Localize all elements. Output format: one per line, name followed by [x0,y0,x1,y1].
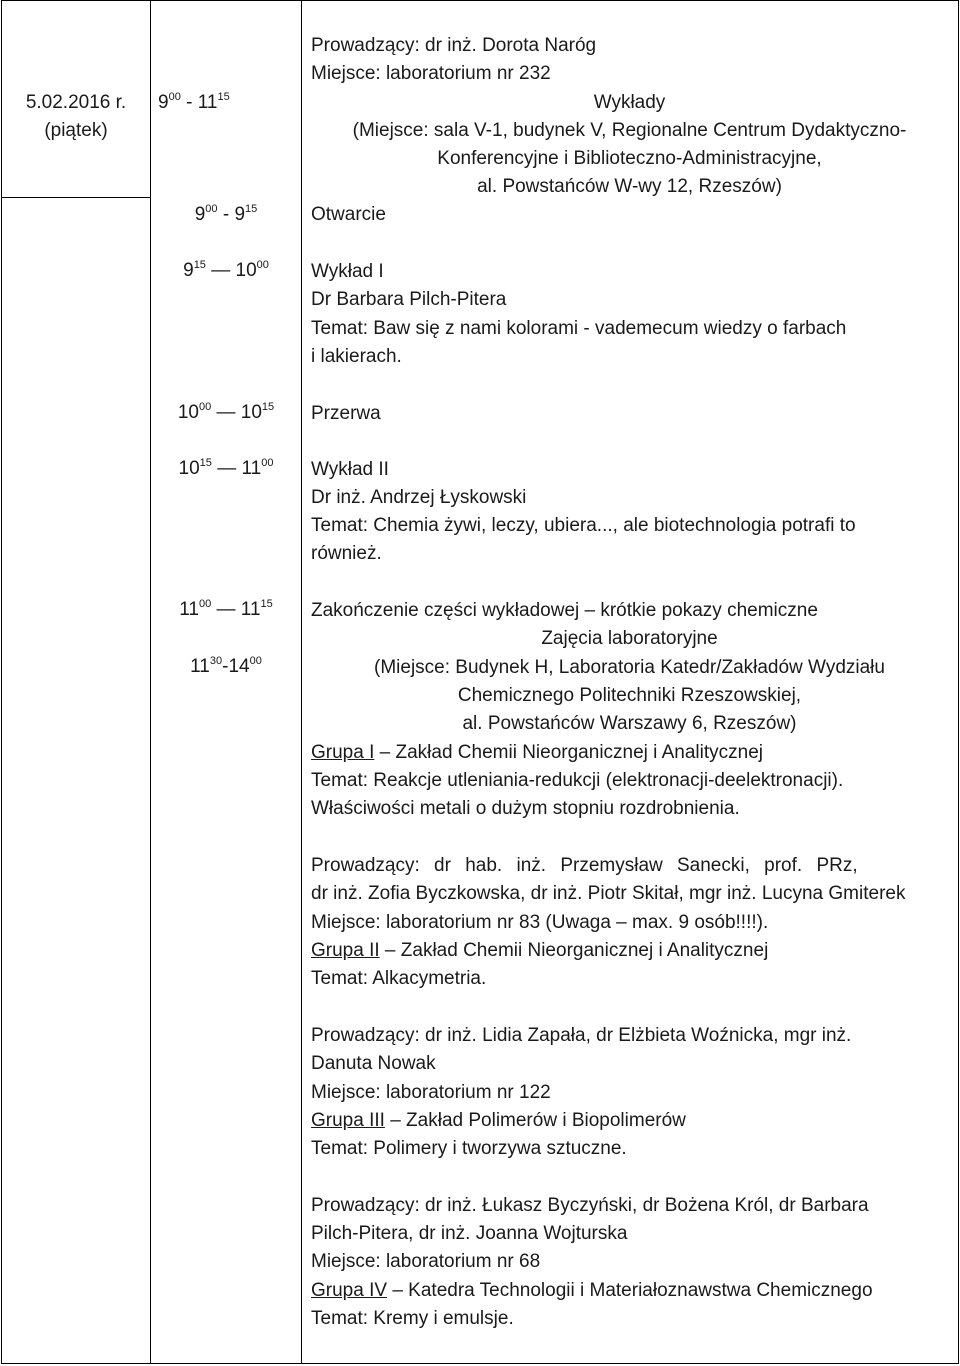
group-3-place: Miejsce: laboratorium nr 68 [311,1251,541,1272]
group-1-dept: – Zakład Chemii Nieorganicznej i Analitycznej [374,742,764,763]
time-main: $9^{00} - 11^{15}$ [158,91,230,113]
group-1-lead-1: Prowadzący: dr hab. inż. Przemysław Sanecki, prof. PRz, [311,855,858,876]
group-1-heading [311,739,763,767]
time-lecture-2: $10^{15}$ — $11^{00}$ [178,457,274,479]
group-2-lead-1: Prowadzący: dr inż. Lidia Zapała, dr Elżbieta Woźnicka, mgr inż. [311,1025,852,1046]
lab-place-2: Chemicznego Politechniki Rzeszowskiej, [457,685,802,706]
lecture-2-topic-1: Temat: Chemia żywi, leczy, ubiera..., ale biotechnologia potrafi to [311,515,856,536]
time-lab: $11^{30}-14^{00}$ [190,655,262,677]
group-4-name: Grupa IV [311,1280,388,1301]
group-2-place: Miejsce: laboratorium nr 122 [311,1082,551,1103]
group-3-name: Grupa III [311,1110,385,1131]
group-2-name: Grupa II [311,940,380,961]
lecture-2-topic-2: również. [311,543,382,564]
lectures-place-2: Konferencyjne i Biblioteczno-Administracyjne, [437,148,822,169]
lecture-1-topic-2: i lakierach. [311,346,402,367]
group-1-place: Miejsce: laboratorium nr 83 (Uwaga – max. 9 osób!!!!). [311,912,769,933]
date-line-1: 5.02.2016 r. [25,92,127,113]
group-2-dept: – Zakład Chemii Nieorganicznej i Analitycznej [379,940,769,961]
lectures-title: Wykłady [593,92,666,113]
group-1-topic-1: Temat: Reakcje utleniania-redukcji (elektronacji-deelektronacji). [311,770,844,791]
time-opening: $9^{00} - 9^{15}$ [194,203,258,225]
group-1-name: Grupa I [311,742,375,763]
time-lecture-1: $9^{15}$ — $10^{00}$ [183,259,269,281]
time-break: $10^{00}$ — $10^{15}$ [177,401,275,423]
lecture-2-speaker: Dr inż. Andrzej Łyskowski [311,487,527,508]
date-line-2: (piątek) [44,120,108,141]
break-label: Przerwa [311,403,381,424]
group-4-topic-1: Temat: Kremy i emulsje. [311,1308,514,1329]
group-3-dept: – Zakład Polimerów i Biopolimerów [384,1110,686,1131]
lecture-1-title: Wykład I [311,261,384,282]
row-divider-date [1,197,151,198]
opening-label: Otwarcie [311,204,386,225]
time-closing: $11^{00}$ — $11^{15}$ [179,598,273,620]
group-4-dept: – Katedra Technologii i Materiałoznawstwa Chemicznego [387,1280,873,1301]
lecture-1-topic-1: Temat: Baw się z nami kolorami - vademecum wiedzy o farbach [311,318,847,339]
lecture-1-speaker: Dr Barbara Pilch-Pitera [311,289,507,310]
group-2-topic-1: Temat: Alkacymetria. [311,968,487,989]
group-2-lead-2: Danuta Nowak [311,1053,436,1074]
lectures-place-1: (Miejsce: sala V-1, budynek V, Regionalne Centrum Dydaktyczno- [352,120,907,141]
top-place: Miejsce: laboratorium nr 232 [311,63,551,84]
lab-title: Zajęcia laboratoryjne [541,628,718,649]
lab-place-1: (Miejsce: Budynek H, Laboratoria Katedr/Zakładów Wydziału [374,657,885,678]
group-3-topic-1: Temat: Polimery i tworzywa sztuczne. [311,1138,627,1159]
top-lead: Prowadzący: dr inż. Dorota Naróg [311,35,597,56]
group-2-heading [311,937,768,965]
group-1-topic-2: Właściwości metali o dużym stopniu rozdrobnienia. [311,798,740,819]
group-3-lead-1: Prowadzący: dr inż. Łukasz Byczyński, dr Bożena Król, dr Barbara [311,1195,869,1216]
lab-place-3: al. Powstańców Warszawy 6, Rzeszów) [462,713,797,734]
group-4-heading [311,1277,873,1305]
lectures-place-3: al. Powstańców W-wy 12, Rzeszów) [477,176,782,197]
group-3-lead-2: Pilch-Pitera, dr inż. Joanna Wojturska [311,1223,628,1244]
group-3-heading [311,1107,686,1135]
closing-label: Zakończenie części wykładowej – krótkie pokazy chemiczne [311,600,818,621]
group-1-lead-2: dr inż. Zofia Byczkowska, dr inż. Piotr Skitał, mgr inż. Lucyna Gmiterek [311,883,906,904]
lecture-2-title: Wykład II [311,459,389,480]
